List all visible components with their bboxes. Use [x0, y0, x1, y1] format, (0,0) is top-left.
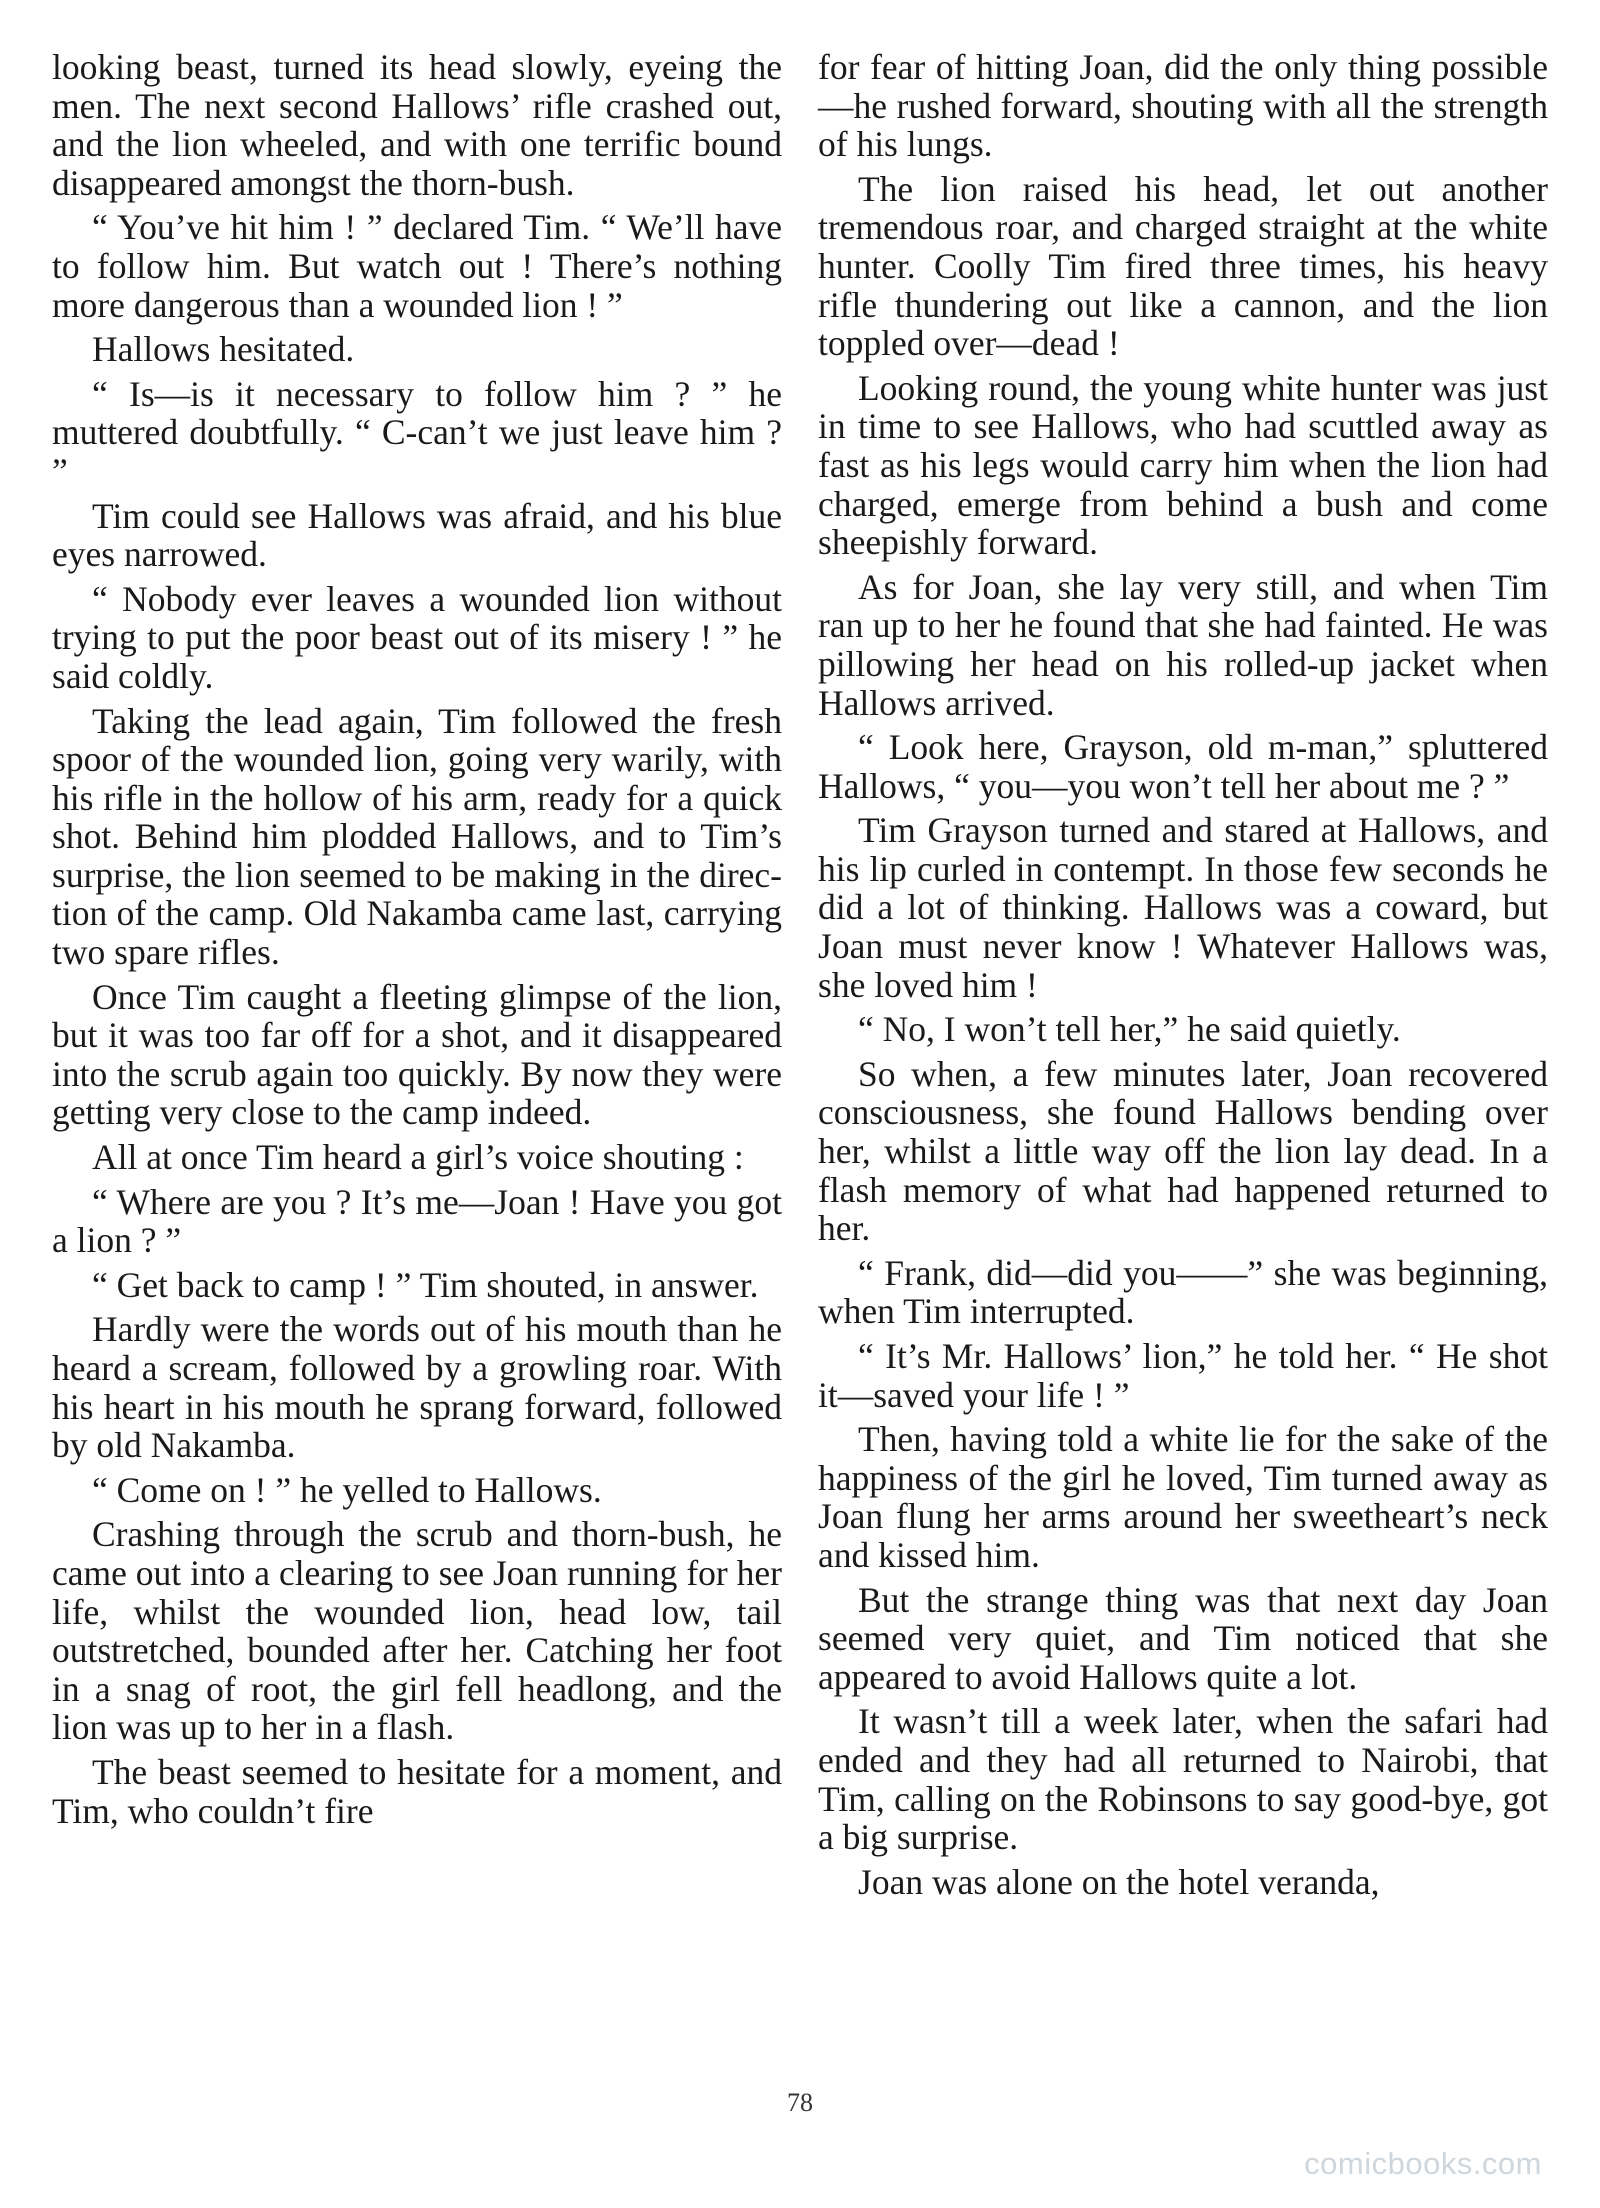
paragraph: “ Come on ! ” he yelled to Hallows. — [92, 1469, 602, 1510]
left-column — [52, 48, 782, 1836]
paragraph: “ No, I won’t tell her,” he said quietly. — [858, 1009, 1401, 1050]
paragraph: Joan was alone on the hotel veranda, — [858, 1861, 1380, 1902]
paragraph: The lion raised his head, let out another tremendous roar, and charged straight at the white hunter. Coolly Tim fired three times, his heavy rifle thundering out like a cannon, and the lion toppled over—dead ! — [818, 168, 1548, 364]
paragraph: Crashing through the scrub and thorn-bush, he came out into a clearing to see Joan running for her life, whilst the wounded lion, head low, tail outstretched, bounded after her. Catching her foot in a snag of root, the girl fell headlong, and the lion was up to her in a flash. — [52, 1514, 782, 1748]
paragraph: Taking the lead again, Tim followed the fresh spoor of the wounded lion, going very warily, with his rifle in the hollow of his arm, ready for a quick shot. Behind him plodded Hallows, and to Tim’s surprise, the lion seemed to be making in the direction of the camp. Old Nakamba came last, carrying two spare rifles. — [52, 700, 782, 973]
paragraph: looking beast, turned its head slowly, eyeing the men. The next second Hallows’ rifle crashed out, and the lion wheeled, and with one terrific bound disappeared amongst the thorn-bush. — [52, 47, 782, 203]
paragraph: Hallows hesitated. — [92, 329, 355, 370]
paragraph: Tim Grayson turned and stared at Hallows, and his lip curled in contempt. In those few seconds he did a lot of thinking. Hallows was a coward, but Joan must never know ! Whatever Hallows was, she loved him ! — [818, 810, 1548, 1005]
paragraph: Hardly were the words out of his mouth than he heard a scream, followed by a growling roar. With his heart in his mouth he sprang forward, followed by old Nakamba. — [52, 1309, 782, 1466]
watermark: comicbooks.com — [1304, 2146, 1542, 2181]
paragraph: As for Joan, she lay very still, and when Tim ran up to her he found that she had fainted. He was pillowing her head on his rolled-up jacket when Hallows arrived. — [818, 566, 1548, 723]
paragraph: Then, having told a white lie for the sake of the happiness of the girl he loved, Tim turned away as Joan flung her arms around her sweetheart’s neck and kissed him. — [818, 1419, 1548, 1575]
right-column — [818, 48, 1548, 1907]
paragraph: Looking round, the young white hunter was just in time to see Hallows, who had scuttled away as fast as his legs would carry him when the lion had charged, emerge from behind a bush and come sheepishly forward. — [818, 367, 1548, 563]
paragraph: “ Look here, Grayson, old m-man,” spluttered Hallows, “ you—you won’t tell her about me ? ” — [818, 727, 1548, 806]
paragraph: The beast seemed to hesitate for a moment, and Tim, who couldn’t fire — [52, 1751, 782, 1831]
paragraph: Once Tim caught a fleeting glimpse of the lion, but it was too far off for a shot, and it disappeared into the scrub again too quickly. By now they were getting very close to the camp indeed. — [52, 976, 782, 1133]
paragraph: All at once Tim heard a girl’s voice shouting : — [92, 1137, 744, 1178]
paragraph: But the strange thing was that next day Joan seemed very quiet, and Tim noticed that she appeared to avoid Hallows quite a lot. — [818, 1579, 1548, 1697]
paragraph: So when, a few minutes later, Joan recovered consciousness, she found Hallows bending over her, whilst a little way off the lion lay dead. In a flash memory of what had happened returned to her. — [818, 1053, 1548, 1249]
paragraph: “ Is—is it necessary to follow him ? ” he muttered doubtfully. “ C-can’t we just leave him ? ” — [52, 373, 782, 491]
paragraph: “ Frank, did—did you——” she was beginning, when Tim interrupted. — [818, 1252, 1548, 1332]
paragraph: “ It’s Mr. Hallows’ lion,” he told her. “ He shot it—saved your life ! ” — [818, 1336, 1548, 1415]
paragraph: Tim could see Hallows was afraid, and his blue eyes narrowed. — [52, 495, 782, 575]
paragraph: It wasn’t till a week later, when the safari had ended and they had all returned to Nairobi, that Tim, calling on the Robinsons to say good-bye, got a big surprise. — [818, 1701, 1548, 1858]
paragraph: for fear of hitting Joan, did the only thing possible—he rushed forward, shouting with all the strength of his lungs. — [818, 47, 1548, 165]
page-number: 78 — [787, 2088, 813, 2117]
paragraph: “ Nobody ever leaves a wounded lion without trying to put the poor beast out of its misery ! ” he said coldly. — [52, 578, 782, 696]
paragraph: “ Where are you ? It’s me—Joan ! Have you got a lion ? ” — [52, 1181, 782, 1261]
paragraph: “ Get back to camp ! ” Tim shouted, in answer. — [92, 1264, 759, 1305]
paragraph: “ You’ve hit him ! ” declared Tim. “ We’ll have to follow him. But watch out ! There’s nothing more dangerous than a wounded lion ! ” — [52, 207, 782, 325]
